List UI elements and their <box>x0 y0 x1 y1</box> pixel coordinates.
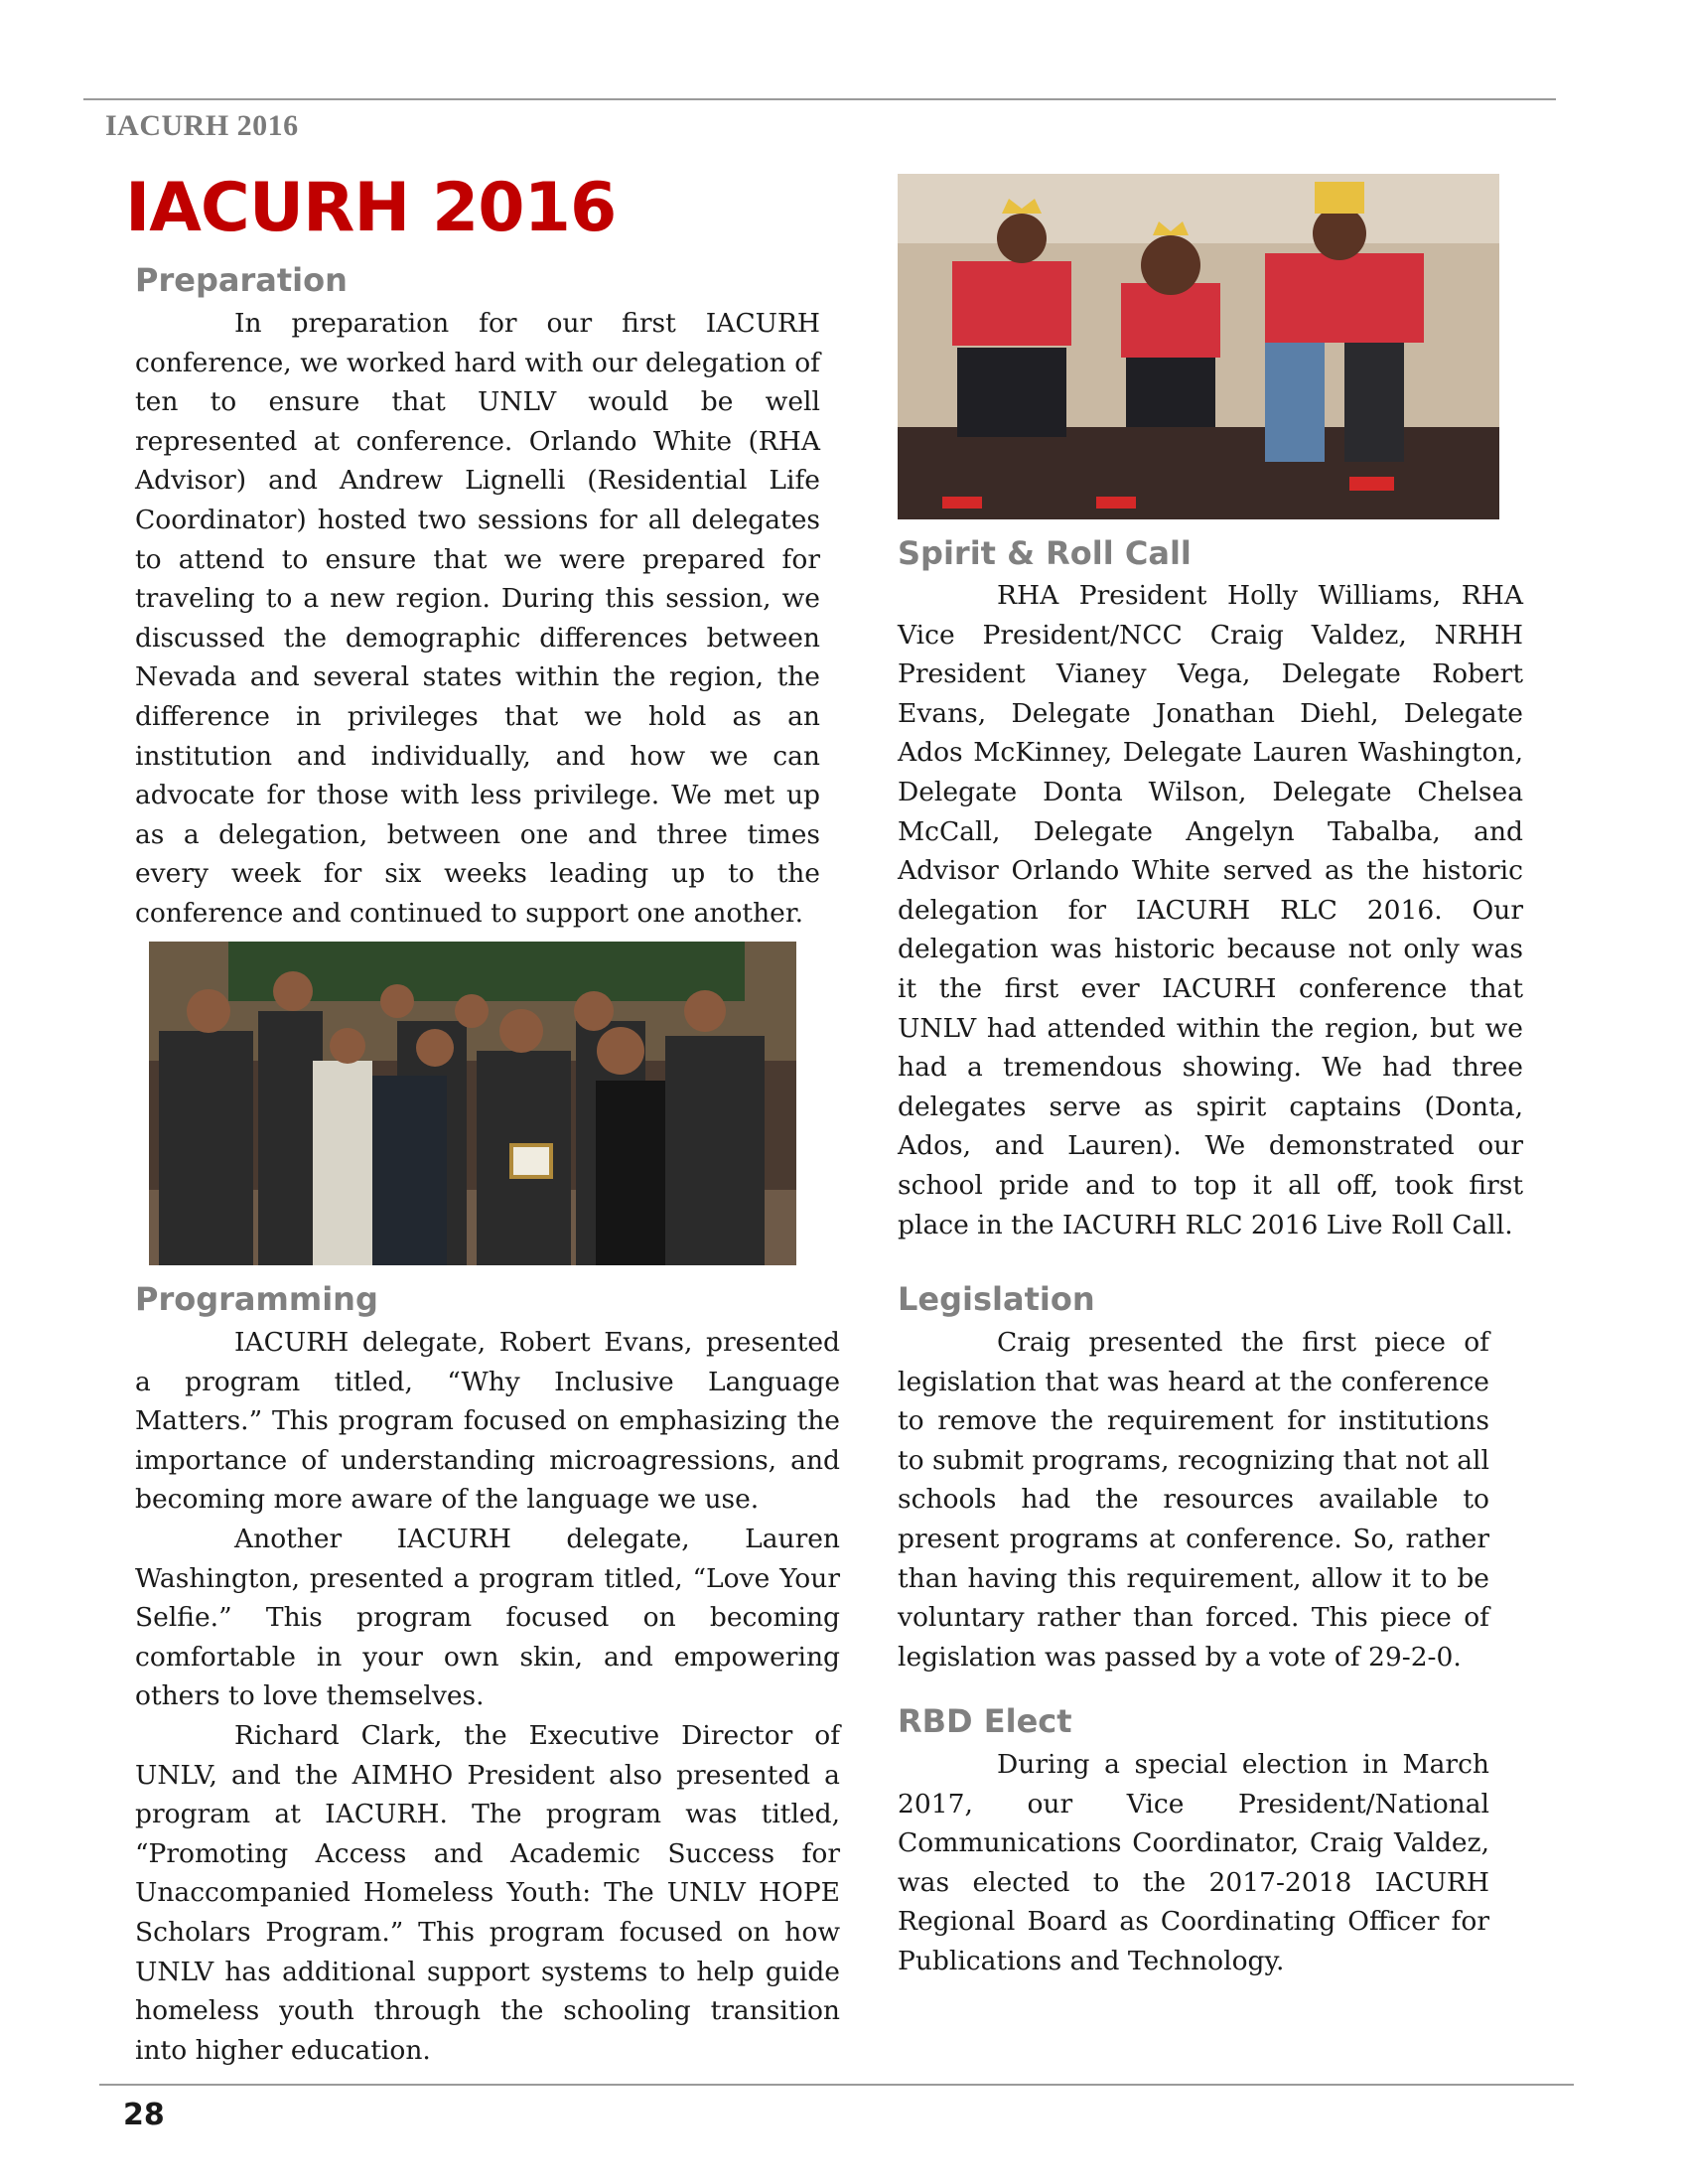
header-rule <box>83 98 1556 100</box>
paragraph: During a special election in March 2017, our Vice President/National Communications Coordinator, Craig Valdez, was elected to the 2017-2018 IACURH Regional Board as Coordinating Officer for Publications and Technology. <box>898 1749 1489 1976</box>
rbd-elect-text <box>898 1745 1489 1981</box>
paragraph: Another IACURH delegate, Lauren Washington, presented a program titled, “Love Your Selfie.” This program focused on becoming comfortable in your own skin, and empowering others to love themselves. <box>135 1523 840 1712</box>
running-header: IACURH 2016 <box>105 109 299 142</box>
paragraph: IACURH delegate, Robert Evans, presented a program titled, “Why Inclusive Language Matters.” This program focused on emphasizing the importance of understanding microagressions, and becoming more aware of the language we use. <box>135 1327 840 1516</box>
spirit-roll-call-text <box>898 576 1523 1244</box>
programming-text <box>135 1323 840 2070</box>
footer-rule <box>99 2084 1574 2086</box>
legislation-text <box>898 1323 1489 1676</box>
programming-heading: Programming <box>135 1280 378 1318</box>
paragraph: RHA President Holly Williams, RHA Vice President/NCC Craig Valdez, NRHH President Vianey Vega, Delegate Robert Evans, Delegate Jonathan Diehl, Delegate Ados McKinney, Delegate Lauren Washington, Delegate Donta Wilson, Delegate Chelsea McCall, Delegate Angelyn Tabalba, and Advisor Orlando White served as the historic delegation for IACURH RLC 2016. Our delegation was historic because not only was it the first ever IACURH conference that UNLV had attended within the region, but we had a tremendous showing. We had three delegates serve as spirit captains (Donta, Ados, and Lauren). We demonstrated our school pride and to top it all off, took first place in the IACURH RLC 2016 Live Roll Call. <box>898 580 1523 1240</box>
spirit-roll-call-heading: Spirit & Roll Call <box>898 534 1192 572</box>
spirit-captains-photo <box>898 174 1499 519</box>
paragraph: Craig presented the first piece of legislation that was heard at the conference to remove the requirement for institutions to submit programs, recognizing that not all schools had the resources available to present programs at conference. So, rather than having this requirement, allow it to be voluntary rather than forced. This piece of legislation was passed by a vote of 29-2-0. <box>898 1327 1489 1673</box>
legislation-heading: Legislation <box>898 1280 1095 1318</box>
rbd-elect-heading: RBD Elect <box>898 1702 1072 1740</box>
page-title: IACURH 2016 <box>125 169 617 247</box>
preparation-heading: Preparation <box>135 261 348 299</box>
group-photo <box>149 942 796 1265</box>
preparation-text <box>135 304 820 934</box>
paragraph: Richard Clark, the Executive Director of UNLV, and the AIMHO President also presented a program at IACURH. The program was titled, “Promoting Access and Academic Success for Unaccompanied Homeless Youth: The UNLV HOPE Scholars Program.” This program focused on how UNLV has additional support systems to help guide homeless youth through the schooling transition into higher education. <box>135 1719 840 2066</box>
paragraph: In preparation for our first IACURH conference, we worked hard with our delegation of ten to ensure that UNLV would be well represented at conference. Orlando White (RHA Advisor) and Andrew Lignelli (Residential Life Coordinator) hosted two sessions for all delegates to attend to ensure that we were prepared for traveling to a new region. During this session, we discussed the demographic differences between Nevada and several states within the region, the difference in privileges that we hold as an institution and individually, and how we can advocate for those with less privilege. We met up as a delegation, between one and three times every week for six weeks leading up to the conference and continued to support one another. <box>135 308 820 929</box>
page-number: 28 <box>123 2098 165 2132</box>
